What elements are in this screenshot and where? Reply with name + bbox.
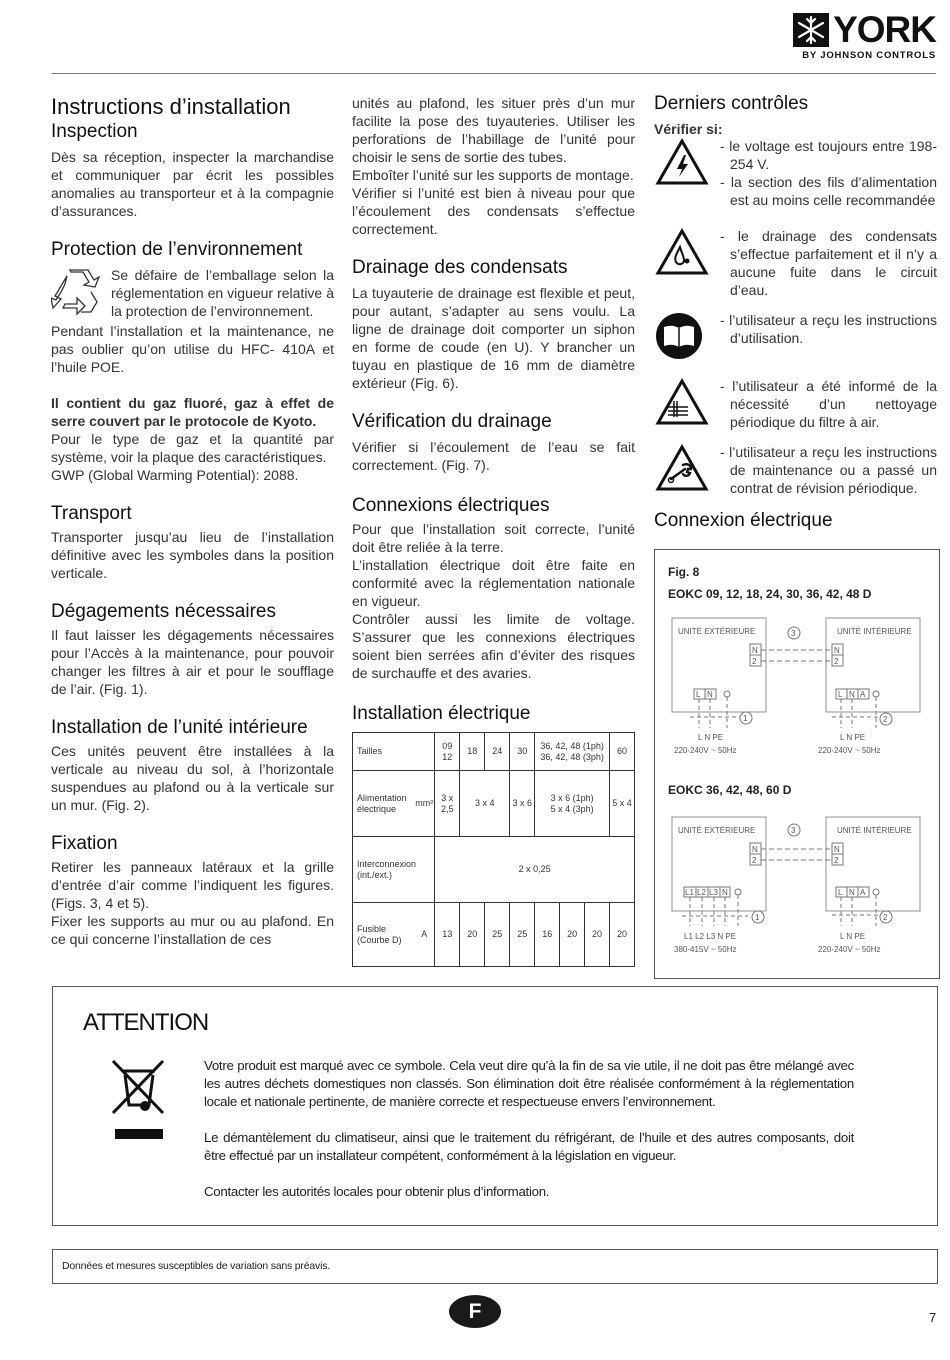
supply-voltage-3ph: 380-415V ~ 50Hz <box>674 945 737 954</box>
electrical-connection-heading: Connexion électrique <box>654 510 833 531</box>
fixation-continued-2: Emboîter l’unité sur les supports de montage. <box>352 167 634 183</box>
environment-heading: Protection de l’environnement <box>51 239 303 260</box>
table-row <box>353 771 635 837</box>
page-number: 7 <box>929 1310 937 1325</box>
column-middle <box>352 94 635 967</box>
table-label-sizes: Tailles <box>353 733 435 771</box>
electrical-text-1: Pour que l’installation soit correcte, l’unité doit être reliée à la terre. <box>352 521 635 555</box>
disclaimer-text: Données et mesures susceptibles de variation sans préavis. <box>62 1260 330 1272</box>
terminal-a: A <box>860 690 866 699</box>
check-user-instructions: - l’utilisateur a reçu les instructions d’utilisation. <box>720 312 937 346</box>
supply-terminals: L N PE <box>840 733 866 742</box>
table-row <box>353 837 635 903</box>
table-cell: 3 x 6 (1ph) 5 x 4 (3ph) <box>535 771 610 837</box>
disclaimer-box <box>52 1249 938 1284</box>
header-divider <box>52 73 936 74</box>
table-cell: 3 x 4 <box>460 771 510 837</box>
terminal-l: L <box>838 888 843 897</box>
table-cell: 24 <box>485 733 510 771</box>
table-label-fuse: Fusible (Courbe D) <box>353 903 415 967</box>
brand-sub: BY JOHNSON CONTROLS <box>802 50 936 61</box>
final-checks-heading: Derniers contrôles <box>654 93 809 114</box>
table-row <box>353 903 635 967</box>
fluorinated-gas-warning: Il contient du gaz fluoré, gaz à effet de serre couvert par le protocole de Kyoto. <box>51 395 334 429</box>
table-row <box>353 733 635 771</box>
inspection-heading: Inspection <box>51 121 138 142</box>
check-maintenance-contract: - l’utilisateur a reçu les instructions de maintenance ou a passé un contrat de révision périodique. <box>720 444 937 496</box>
filter-hazard-icon <box>654 377 720 431</box>
column-right <box>654 92 937 533</box>
electric-hazard-icon <box>654 137 720 209</box>
supply-terminals: L N PE <box>840 932 866 941</box>
transport-text: Transporter jusqu’au lieu de l’installation définitive avec les symboles dans la position verticale. <box>51 529 334 581</box>
page-title: Instructions d’installation <box>51 94 291 119</box>
fixation-text-2: Fixer les supports au mur ou au plafond. En ce qui concerne l’installation de ces <box>51 913 334 947</box>
electrical-install-heading: Installation électrique <box>352 703 531 724</box>
electrical-connections-heading: Connexions électriques <box>352 495 550 516</box>
page-header <box>0 0 950 72</box>
model-list-1: EOKC 09, 12, 18, 24, 30, 36, 42, 48 D <box>668 587 872 601</box>
check-wire-section: - la section des fils d’alimentation est au moins celle recommandée <box>720 174 937 208</box>
indoor-install-text: Ces unités peuvent être installées à la verticale au niveau du sol, à l’horizontale suspendues au plafond ou à la verticale sur un mur. (Fig. 2). <box>51 743 334 813</box>
check-drainage: - le drainage des condensats s’effectue parfaitement et il n’y a aucune fuite dans le circuit d’eau. <box>720 228 937 298</box>
terminal-n: N <box>752 646 758 655</box>
terminal-l: L <box>838 690 843 699</box>
brand-name: YORK <box>833 9 936 50</box>
circle-3-label: 3 <box>791 629 796 638</box>
clearance-text: Il faut laisser les dégagements nécessaires pour l’Accès à la maintenance, pour pouvoir changer les filtres à air et pour le soufflage de l’air. (Fig. 1). <box>51 627 334 697</box>
terminal-n: N <box>752 845 758 854</box>
figure-label: Fig. 8 <box>668 565 700 579</box>
table-cell: 2 x 0,25 <box>435 837 635 903</box>
supply-voltage: 220-240V ~ 50Hz <box>818 746 881 755</box>
water-hazard-icon <box>654 227 720 299</box>
table-unit: A <box>414 903 435 967</box>
table-cell: 5 x 4 <box>610 771 635 837</box>
outdoor-unit-label: UNITÉ EXTÉRIEURE <box>678 627 756 636</box>
terminal-n: N <box>849 888 855 897</box>
table-cell: 20 <box>560 903 585 967</box>
transport-heading: Transport <box>51 503 132 524</box>
table-cell: 25 <box>510 903 535 967</box>
attention-box <box>52 986 938 1226</box>
fixation-continued-1: unités au plafond, les situer près d’un mur facilite la pose des tuyauteries. Utiliser les perforations de l’habillage de l’unité pour choisir le sens de sortie des tubes. <box>352 95 635 165</box>
check-filter-cleaning: - l’utilisateur a été informé de la nécessité d’un nettoyage périodique du filtre à air. <box>720 378 937 430</box>
model-list-2: EOKC 36, 42, 48, 60 D <box>668 783 792 797</box>
table-label-power: Alimentation électrique <box>353 771 415 837</box>
recycle-icon <box>51 266 111 322</box>
snowflake-icon <box>793 13 829 47</box>
fixation-continued-3: Vérifier si l’unité est bien à niveau pour que l’écoulement des condensats s’effectue correctement. <box>352 185 635 237</box>
indoor-unit-label: UNITÉ INTÉRIEURE <box>837 826 912 835</box>
terminal-l1: L1 <box>685 888 694 897</box>
table-cell: 3 x 6 <box>510 771 535 837</box>
table-cell: 36, 42, 48 (1ph) 36, 42, 48 (3ph) <box>535 733 610 771</box>
table-cell: 18 <box>460 733 485 771</box>
indoor-install-heading: Installation de l’unité intérieure <box>51 717 308 738</box>
table-cell: 20 <box>610 903 635 967</box>
inspection-text: Dès sa réception, inspecter la marchandise et communiquer par écrit les possibles anomalies au transporteur et à la compagnie d’assurances. <box>51 149 334 219</box>
terminal-l3: L3 <box>709 888 718 897</box>
supply-voltage: 220-240V ~ 50Hz <box>818 945 881 954</box>
drainage-heading: Drainage des condensats <box>352 257 568 278</box>
attention-title: ATTENTION <box>83 1009 209 1036</box>
supply-voltage: 220-240V ~ 50Hz <box>674 746 737 755</box>
table-cell: 09 12 <box>435 733 460 771</box>
circle-1-label: 1 <box>743 714 748 723</box>
indoor-unit-label: UNITÉ INTÉRIEURE <box>837 627 912 636</box>
table-cell: 13 <box>435 903 460 967</box>
drain-check-text: Vérifier si l’écoulement de l’eau se fait correctement. (Fig. 7). <box>352 439 635 473</box>
terminal-l2: L2 <box>697 888 706 897</box>
table-unit: mm² <box>414 771 435 837</box>
table-cell: 30 <box>510 733 535 771</box>
terminal-l: L <box>696 690 701 699</box>
table-cell: 16 <box>535 903 560 967</box>
supply-terminals-3ph: L1 L2 L3 N PE <box>684 932 737 941</box>
drain-check-heading: Vérification du drainage <box>352 411 552 432</box>
terminal-a: A <box>860 888 866 897</box>
york-logo <box>793 9 936 61</box>
table-label-interconnect: Interconnexion (int./ext.) <box>353 837 435 903</box>
gwp-text: GWP (Global Warming Potential): 2088. <box>51 467 299 483</box>
electrical-text-3: Contrôler aussi les limite de voltage. S’assurer que les connexions électriques soient bien serrées afin d’éviter des risques de surchauffe et des avaries. <box>352 611 635 681</box>
attention-text-1: Votre produit est marqué avec ce symbole. Cela veut dire qu’à la fin de sa vie utile, il ne doit pas être mélangé avec les autres déchets domestiques non classés. Son élimination doit être réalisée conformément à la réglementation locale et nationale pertinente, de manière correcte et respectueuse envers l’environnement. <box>204 1058 854 1109</box>
fixation-heading: Fixation <box>51 833 118 854</box>
attention-text-2: Le démantèlement du climatiseur, ainsi que le traitement du réfrigérant, de l’huile et des autres composants, doit être effectué par un installateur compétent, conformément à la législation en vigueur. <box>204 1130 854 1163</box>
language-badge: F <box>449 1295 501 1328</box>
circle-1-label: 1 <box>755 913 760 922</box>
terminal-n: N <box>834 646 840 655</box>
circle-2-label: 2 <box>883 715 888 724</box>
electrical-text-2: L’installation électrique doit être faite en conformité avec la réglementation nationale en vigueur. <box>352 557 635 609</box>
environment-text-2: Pendant l’installation et la maintenance, ne pas oublier qu’on utilise du HFC- 410A et l’huile POE. <box>51 323 334 375</box>
terminal-n: N <box>834 845 840 854</box>
table-cell: 20 <box>460 903 485 967</box>
terminal-2: 2 <box>834 657 839 666</box>
electrical-spec-table <box>352 732 635 967</box>
outdoor-unit-label: UNITÉ EXTÉRIEURE <box>678 826 756 835</box>
table-cell: 60 <box>610 733 635 771</box>
terminal-2: 2 <box>752 657 757 666</box>
check-voltage: - le voltage est toujours entre 198-254 V. <box>720 138 937 172</box>
terminal-2: 2 <box>834 856 839 865</box>
attention-text-3: Contacter les autorités locales pour obtenir plus d’information. <box>204 1184 550 1199</box>
terminal-n: N <box>722 888 728 897</box>
drainage-text: La tuyauterie de drainage est flexible et peut, pour autant, s’adapter au sens voulu. La ligne de drainage doit comporter un siphon en forme de coude (en U). Y brancher un tuyau en plastique de 16 mm de diamètre extérieur (Fig. 6). <box>352 285 635 391</box>
verify-label: Vérifier si: <box>654 121 723 137</box>
terminal-n: N <box>707 690 713 699</box>
supply-terminals: L N PE <box>698 733 724 742</box>
terminal-2: 2 <box>752 856 757 865</box>
table-cell: 3 x 2,5 <box>435 771 460 837</box>
manual-book-icon <box>654 311 720 365</box>
wiring-diagram <box>654 600 938 980</box>
environment-text-3: Pour le type de gaz et la quantité par système, voir la plaque des caractéristiques. <box>51 431 334 465</box>
fixation-text-1: Retirer les panneaux latéraux et la grille d’entrée d’air comme l’indiquent les figures. (Figs. 3, 4 et 5). <box>51 859 334 911</box>
circle-3-label: 3 <box>791 826 796 835</box>
terminal-n: N <box>849 690 855 699</box>
column-left <box>51 88 334 948</box>
environment-text-1: Se défaire de l’emballage selon la réglementation en vigueur relative à la protection de l’environnement. <box>111 267 334 319</box>
maintenance-wrench-icon <box>654 443 720 497</box>
table-cell: 20 <box>585 903 610 967</box>
table-cell: 25 <box>485 903 510 967</box>
circle-2-label: 2 <box>883 913 888 922</box>
clearance-heading: Dégagements nécessaires <box>51 601 276 622</box>
weee-bin-icon <box>111 1057 167 1152</box>
